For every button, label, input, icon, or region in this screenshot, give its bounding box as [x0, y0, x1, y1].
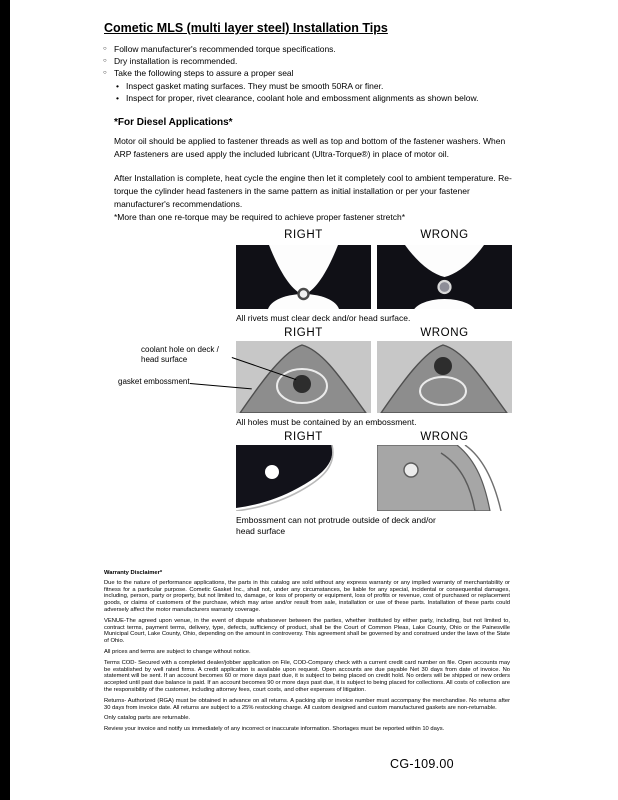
row2-caption: All holes must be contained by an embossment. [236, 417, 417, 427]
legal-paragraph: Returns- Authorized (RGA) must be obtained in advance on all returns. A packing slip or invoice number must accompany the merchandise. No returns after 30 days from invoice date. All returns are subject to a 25% restocking charge. All custom designed and custom manufactured gaskets are non-returnable. [104, 697, 510, 711]
coolant-hole-wrong-illustration [377, 341, 512, 413]
tip-sub-bullet: • Inspect gasket mating surfaces. They must be smooth 50RA or finer. [116, 80, 533, 92]
diesel-paragraph-motor-oil: Motor oil should be applied to fastener threads as well as top and bottom of the fastener washers. When ARP fasteners are used apply the included lubricant (Ultra-Torque®) in place of motor oil. [114, 136, 506, 159]
legal-paragraph: All prices and terms are subject to change without notice. [104, 648, 251, 655]
row2-right-label: RIGHT [284, 327, 323, 339]
gasket-embossment-annotation: gasket embossment [118, 377, 190, 386]
rivet-clearance-wrong-illustration [377, 245, 512, 309]
warranty-disclaimer-heading: Warranty Disclaimer* [104, 570, 163, 576]
row3-right-label: RIGHT [284, 431, 323, 443]
legal-paragraph: Terms COD- Secured with a completed dealer/jobber application on File, COD-Company check with a current credit card number on file. Open accounts may be established by well rated firms. A credit application is available upon request. Open accounts are due payable Net 30 days from date of invoice. No statement will be sent. If an account becomes 60 or more days past due, it is subject to being placed on credit hold. No orders will be shipped or new orders accepted until past due balance is paid. If an account becomes 90 or more days past due, it is subject to being placed for collections. All costs of collection are the responsibility of the customer, including attorney fees, court costs, and other expenses of litigation. [104, 659, 510, 693]
row3-caption: Embossment can not protrude outside of deck and/or head surface [236, 515, 436, 536]
page-title: Cometic MLS (multi layer steel) Installation Tips [104, 21, 388, 35]
row1-caption: All rivets must clear deck and/or head surface. [236, 313, 411, 323]
tip-bullet: ○ Follow manufacturer's recommended torque specifications. [103, 43, 533, 55]
legal-paragraph: Due to the nature of performance applications, the parts in this catalog are sold without any express warranty or any implied warranty of merchantability or fitness for a particular purpose. Cometic Gasket Inc., shall not, under any circumstances, be liable for any special, incidental or consequential damages, including, person, party or property, but not limited to, damage, or loss of property or equipment, loss of profits or revenue, cost of purchased or replacement goods, or claims of customers of the purchase, which may arise and/or result from sale, installation or use of these parts. Installation of these parts could adversely affect the motor manufacturers warranty coverage. [104, 579, 510, 613]
page-spine-bar [0, 0, 10, 800]
row1-right-label: RIGHT [284, 229, 323, 241]
legal-paragraph: Only catalog parts are returnable. [104, 715, 191, 722]
row2-wrong-label: WRONG [420, 327, 469, 339]
retorque-note: *More than one re-torque may be required to achieve proper fastener stretch* [114, 212, 406, 222]
installation-tips-list [103, 43, 533, 104]
tip-bullet: ○ Dry installation is recommended. [103, 55, 533, 67]
tip-sub-bullet: • Inspect for proper, rivet clearance, coolant hole and embossment alignments as shown below. [116, 92, 533, 104]
embossment-wrong-illustration [377, 445, 512, 511]
rivet-clearance-right-illustration [236, 245, 371, 309]
page-number-code: CG-109.00 [390, 757, 454, 771]
embossment-right-illustration [236, 445, 371, 511]
warranty-disclaimer-section [104, 570, 510, 737]
coolant-hole-right-illustration [236, 341, 371, 413]
coolant-hole-annotation: coolant hole on deck / head surface [141, 345, 219, 364]
row1-wrong-label: WRONG [420, 229, 469, 241]
legal-paragraph: Review your invoice and notify us immediately of any incorrect or inaccurate information. Shortages must be reported within 10 days. [104, 726, 445, 733]
diesel-paragraph-heat-cycle: After Installation is complete, heat cycle the engine then let it completely cool to ambient temperature. Re-torque the cylinder head fasteners in the same pattern as initial installation or per your fastener manufacturer's recommendations. [114, 173, 512, 209]
diesel-applications-heading: *For Diesel Applications* [114, 117, 233, 128]
tip-bullet: ○ Take the following steps to assure a proper seal [103, 67, 533, 79]
row3-wrong-label: WRONG [420, 431, 469, 443]
legal-paragraph: VENUE-The agreed upon venue, in the event of dispute whatsoever between the parties, whether instituted by either party, including, but not limited to, contract terms, payment terms, delivery, type, defects, sufficiency of product, shall be the Court of Common Pleas, Lake County, Ohio or the Painesville Municipal Court, Lake County, Ohio, depending on the amount in controversy. This agreement shall be governed by and construed under the laws of the State of Ohio. [104, 617, 510, 645]
